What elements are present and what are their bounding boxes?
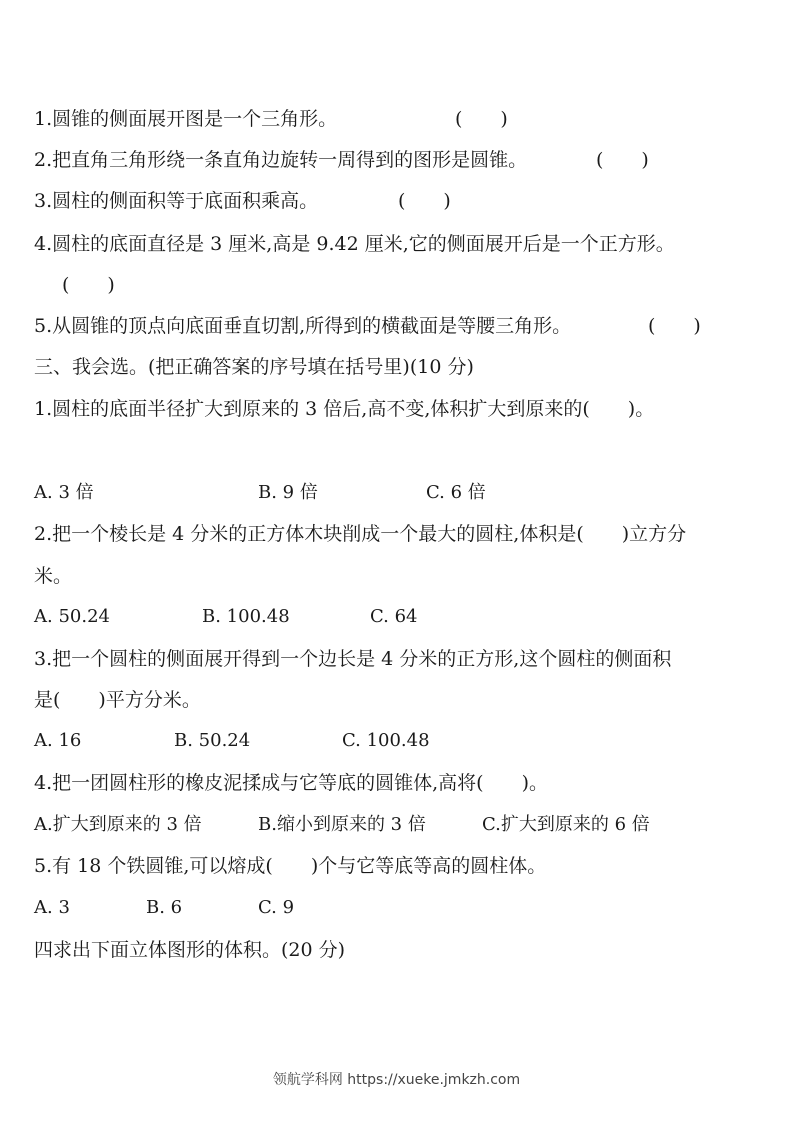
choice-question-2: 2.把一个棱长是 4 分米的正方体木块削成一个最大的圆柱,体积是( )立方分: [34, 523, 687, 545]
answer-paren[interactable]: ( ): [398, 190, 451, 212]
judge-question-2: [34, 147, 527, 173]
option-a[interactable]: A. 3: [34, 897, 70, 918]
judge-question-text: 3.圆柱的侧面积等于底面积乘高。: [34, 190, 319, 212]
judge-question-text: 4.圆柱的底面直径是 3 厘米,高是 9.42 厘米,它的侧面展开后是一个正方形。: [34, 233, 675, 255]
footer-watermark: 领航学科网 https://xueke.jmkzh.com: [272, 1072, 521, 1088]
answer-paren[interactable]: ( ): [455, 108, 508, 130]
section-4-title: 四求出下面立体图形的体积。(20 分): [34, 939, 346, 961]
option-a[interactable]: A.扩大到原来的 3 倍: [34, 814, 202, 835]
choice-question-3: 3.把一个圆柱的侧面展开得到一个边长是 4 分米的正方形,这个圆柱的侧面积: [34, 648, 672, 670]
option-c[interactable]: C.扩大到原来的 6 倍: [482, 814, 650, 835]
option-b[interactable]: B.缩小到原来的 3 倍: [258, 814, 426, 835]
option-c[interactable]: C. 100.48: [342, 730, 430, 751]
answer-paren[interactable]: ( ): [596, 149, 649, 171]
option-a[interactable]: A. 50.24: [34, 606, 110, 627]
judge-question-3: [34, 188, 318, 214]
judge-question-text: 2.把直角三角形绕一条直角边旋转一周得到的图形是圆锥。: [34, 149, 528, 171]
option-b[interactable]: B. 50.24: [174, 730, 251, 751]
option-b[interactable]: B. 9 倍: [258, 482, 318, 503]
option-a[interactable]: A. 16: [34, 730, 82, 751]
judge-question-text: 1.圆锥的侧面展开图是一个三角形。: [34, 108, 338, 130]
choice-question-5: 5.有 18 个铁圆锥,可以熔成( )个与它等底等高的圆柱体。: [34, 855, 547, 877]
option-c[interactable]: C. 9: [258, 897, 295, 918]
judge-question-5: [34, 313, 571, 339]
choice-question-2-cont: 米。: [34, 565, 73, 587]
section-3-title: 三、我会选。(把正确答案的序号填在括号里)(10 分): [34, 356, 474, 378]
judge-question-4: [34, 231, 675, 257]
option-a[interactable]: A. 3 倍: [34, 482, 94, 503]
judge-question-text: 5.从圆锥的顶点向底面垂直切割,所得到的横截面是等腰三角形。: [34, 315, 572, 337]
judge-question-1: [34, 106, 337, 132]
answer-paren[interactable]: ( ): [62, 274, 115, 296]
answer-paren[interactable]: ( ): [648, 315, 701, 337]
choice-question-4: 4.把一团圆柱形的橡皮泥揉成与它等底的圆锥体,高将( )。: [34, 772, 548, 794]
option-c[interactable]: C. 64: [370, 606, 418, 627]
option-b[interactable]: B. 6: [146, 897, 183, 918]
choice-question-1: 1.圆柱的底面半径扩大到原来的 3 倍后,高不变,体积扩大到原来的( )。: [34, 398, 655, 420]
option-c[interactable]: C. 6 倍: [426, 482, 486, 503]
option-b[interactable]: B. 100.48: [202, 606, 290, 627]
choice-question-3-cont: 是( )平方分米。: [34, 689, 201, 711]
